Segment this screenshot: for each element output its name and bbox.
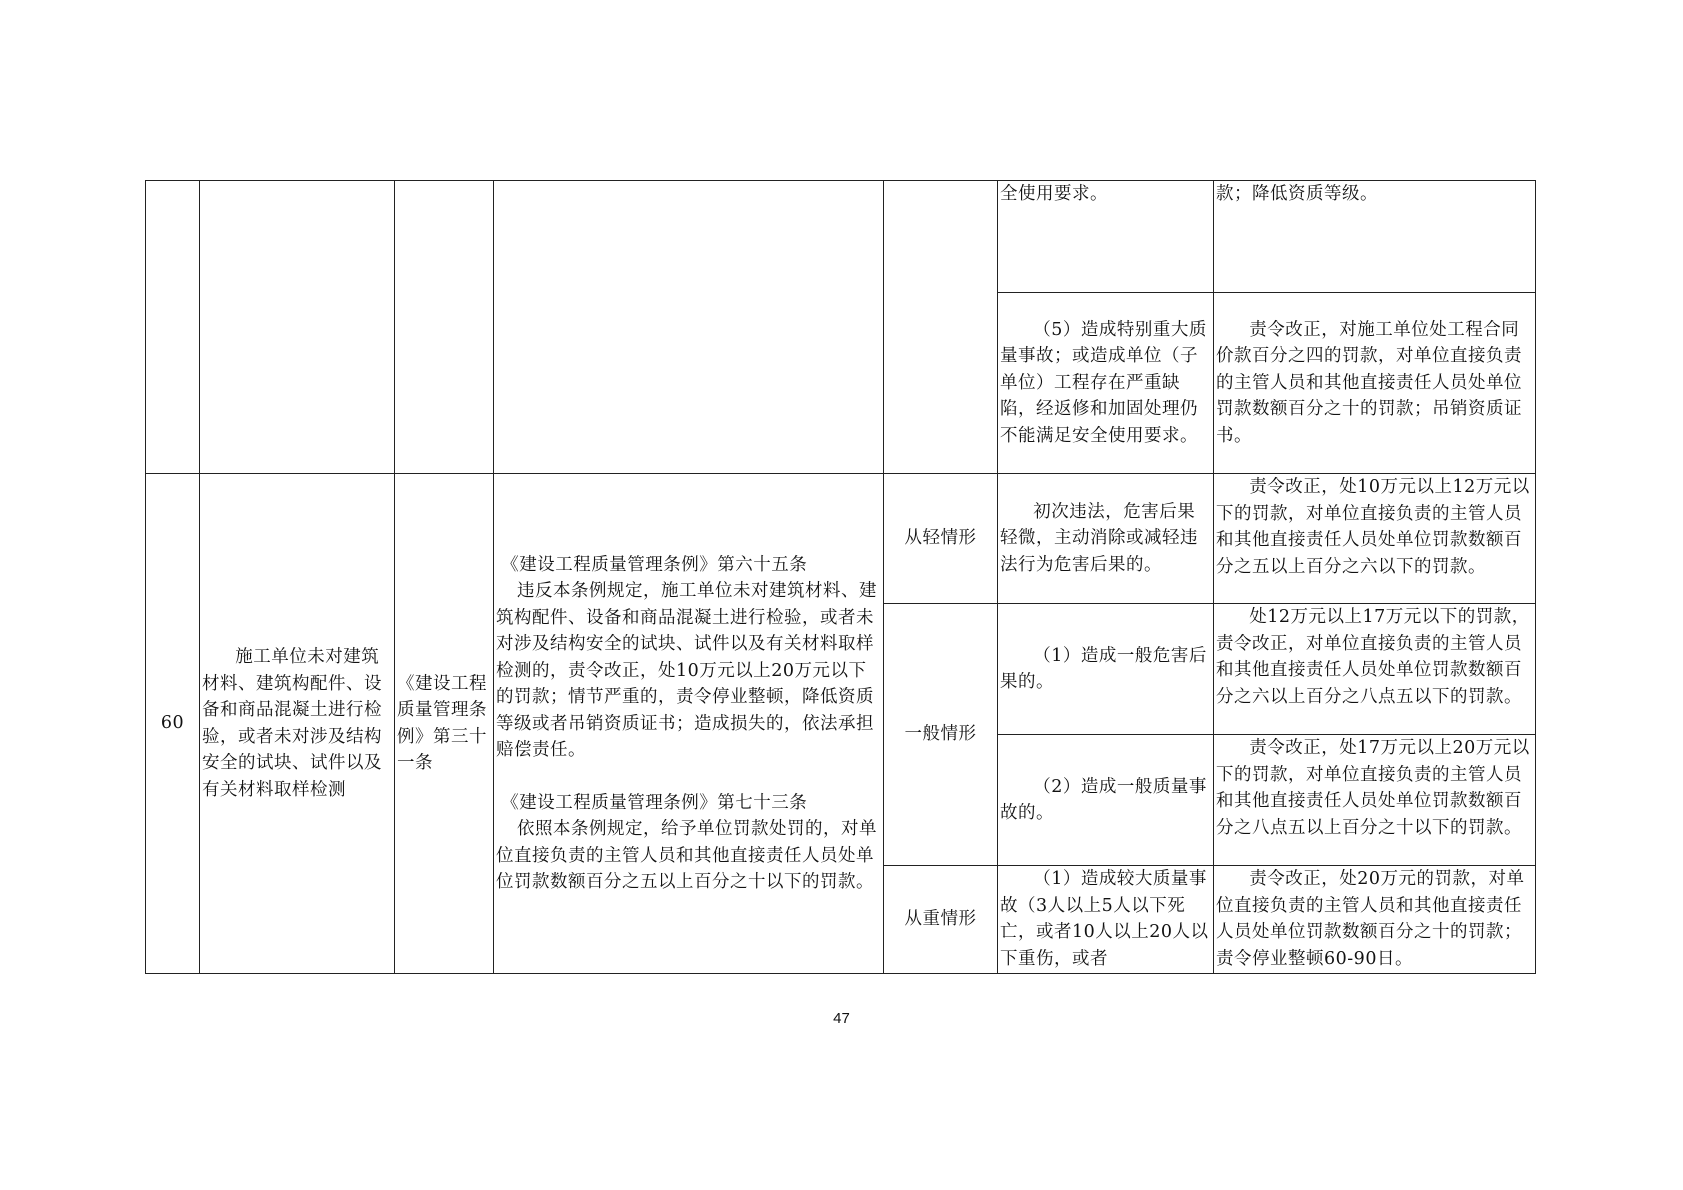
level-light-cell <box>884 474 998 604</box>
penalty-basis-cell <box>494 474 884 974</box>
level-light-label: 从轻情形 <box>904 528 977 549</box>
penalty-text: 责令改正，对施工单位处工程合同价款百分之四的罚款，对单位直接负责的主管人员和其他直接责任人员处单位罚款数额百分之十的罚款；吊销资质证书。 <box>1216 319 1522 446</box>
penalty-basis-title-2: 《建设工程质量管理条例》第七十三条 <box>501 792 808 813</box>
level-cell-empty <box>884 181 998 474</box>
penalty-text: 责令改正，处10万元以上12万元以下的罚款，对单位直接负责的主管人员和其他直接责任人员处单位罚款数额百分之五以上百分之六以下的罚款。 <box>1216 477 1530 577</box>
basis-cell-empty <box>395 181 494 474</box>
item-number-cell <box>146 474 200 974</box>
penalty-text: 责令改正，处20万元的罚款，对单位直接负责的主管人员和其他直接责任人员处单位罚款数额百分之十的罚款；责令停业整顿60-90日。 <box>1216 869 1525 969</box>
penalty-text: 责令改正，处17万元以上20万元以下的罚款，对单位直接负责的主管人员和其他直接责任人员处单位罚款数额百分之八点五以上百分之十以下的罚款。 <box>1216 738 1530 838</box>
penalty-basis-text-1: 违反本条例规定，施工单位未对建筑材料、建筑构配件、设备和商品混凝土进行检验，或者未对涉及结构安全的试块、试件以及有关材料取样检测的，责令改正，处10万元以上20万元以下的罚款；情节严重的，责令停业整顿，降低资质等级或者吊销资质证书；造成损失的，依法承担赔偿责任。 <box>496 581 877 760</box>
penalty-basis-title-1: 《建设工程质量管理条例》第六十五条 <box>501 554 808 575</box>
legal-basis-cell <box>395 474 494 974</box>
penalty-cell <box>1214 866 1536 974</box>
level-general-cell <box>884 604 998 866</box>
page-number: 47 <box>833 1010 850 1027</box>
legal-basis-text: 《建设工程质量管理条例》第三十一条 <box>397 673 487 773</box>
penalty-text: 处12万元以上17万元以下的罚款，责令改正，对单位直接负责的主管人员和其他直接责任人员处单位罚款数额百分之六以上百分之八点五以下的罚款。 <box>1216 607 1530 707</box>
circumstance-cell <box>998 866 1214 974</box>
circumstance-cell <box>998 604 1214 735</box>
circumstance-cell <box>998 474 1214 604</box>
penalty-cell <box>1214 735 1536 866</box>
penalty-basis-cell-empty <box>494 181 884 474</box>
penalty-basis-text-2: 依照本条例规定，给予单位罚款处罚的，对单位直接负责的主管人员和其他直接责任人员处单位罚款数额百分之五以上百分之十以下的罚款。 <box>496 819 877 892</box>
table-row <box>146 474 1536 604</box>
item-number: 60 <box>160 713 185 734</box>
circumstance-text: （1）造成较大质量事故（3人以上5人以下死亡，或者10人以上20人以下重伤，或者 <box>1000 869 1209 969</box>
number-cell-empty <box>146 181 200 474</box>
circumstance-text: （2）造成一般质量事故的。 <box>1000 776 1207 823</box>
level-general-label: 一般情形 <box>904 724 977 745</box>
penalty-cell <box>1214 604 1536 735</box>
table-row <box>146 181 1536 293</box>
penalty-standards-table <box>145 180 1536 974</box>
violation-cell-empty <box>200 181 395 474</box>
circumstance-text: （1）造成一般危害后果的。 <box>1000 645 1207 692</box>
violation-text: 施工单位未对建筑材料、建筑构配件、设备和商品混凝土进行检验，或者未对涉及结构安全的试块、试件以及有关材料取样检测 <box>202 647 382 800</box>
circumstance-text: （5）造成特别重大质量事故；或造成单位（子单位）工程存在严重缺陷，经返修和加固处理仍不能满足安全使用要求。 <box>1000 319 1207 446</box>
level-heavy-label: 从重情形 <box>904 909 977 930</box>
circumstance-text: 全使用要求。 <box>1000 184 1108 204</box>
circumstance-cell <box>998 293 1214 474</box>
violation-cell <box>200 474 395 974</box>
penalty-cell <box>1214 293 1536 474</box>
penalty-text: 款；降低资质等级。 <box>1216 184 1378 204</box>
circumstance-cell <box>998 735 1214 866</box>
level-heavy-cell <box>884 866 998 974</box>
paragraph-spacer <box>496 764 881 790</box>
penalty-cell <box>1214 181 1536 293</box>
penalty-cell <box>1214 474 1536 604</box>
circumstance-cell <box>998 181 1214 293</box>
circumstance-text: 初次违法，危害后果轻微，主动消除或减轻违法行为危害后果的。 <box>1000 501 1198 575</box>
